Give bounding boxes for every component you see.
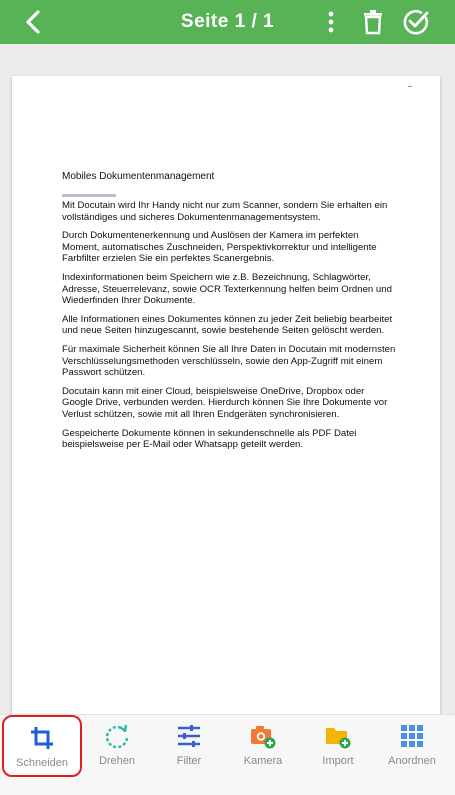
page-title: Seite 1 / 1 bbox=[180, 11, 275, 32]
crop-icon bbox=[29, 725, 55, 751]
camera-button[interactable] bbox=[226, 715, 300, 777]
paragraph: Gespeicherte Dokumente können in sekundenschnelle als PDF Datei beispielsweise per E-Mail oder Whatsapp geteilt werden. bbox=[62, 427, 357, 451]
import-label: Import bbox=[322, 755, 354, 767]
paragraph: Für maximale Sicherheit können Sie all Ihre Daten in Docutain mit modernsten Verschlüsselungsmethoden verschlüsseln, sowie den App-Zugriff mit einem Passwort schützen. bbox=[62, 343, 396, 379]
delete-icon[interactable] bbox=[362, 9, 384, 35]
crop-label: Schneiden bbox=[16, 757, 68, 769]
paragraph: Docutain kann mit einer Cloud, beispielsweise OneDrive, Dropbox oder Google Drive, verbunden werden. Hierdurch können Sie Ihre Dokumente vor Verlust schützen, sowie mit all Ihren Endgeräten synchronisieren. bbox=[62, 385, 388, 420]
camera-label: Kamera bbox=[243, 755, 283, 767]
confirm-check-icon[interactable] bbox=[402, 8, 430, 36]
grid-icon bbox=[399, 723, 425, 749]
camera-add-icon bbox=[250, 723, 276, 749]
crop-button[interactable] bbox=[2, 715, 82, 777]
document-heading: Mobiles Dokumentenmanagement bbox=[62, 171, 215, 182]
filter-button[interactable] bbox=[152, 715, 226, 777]
document-preview-area bbox=[0, 44, 455, 714]
paragraph: Mit Docutain wird Ihr Handy nicht nur zum Scanner, sondern Sie erhalten ein vollständiges und sicheres Dokumentenmanagementsystem. bbox=[62, 200, 388, 223]
more-vertical-icon[interactable] bbox=[322, 9, 340, 35]
highlight-mark bbox=[62, 194, 116, 197]
paragraph: Alle Informationen eines Dokumentes können zu jeder Zeit beliebig bearbeitet und neue Seiten hinzugescannt, sowie bestehende Seiten gelöscht werden. bbox=[62, 313, 393, 337]
rotate-icon bbox=[104, 723, 130, 749]
top-app-bar bbox=[0, 0, 455, 44]
rotate-button[interactable] bbox=[80, 715, 154, 777]
filter-label: Filter bbox=[176, 755, 202, 767]
document-body bbox=[62, 200, 397, 458]
document-page[interactable] bbox=[12, 76, 440, 724]
arrange-button[interactable] bbox=[375, 715, 449, 777]
scan-artifact bbox=[408, 86, 412, 87]
import-button[interactable] bbox=[301, 715, 375, 777]
rotate-label: Drehen bbox=[98, 755, 136, 767]
folder-add-icon bbox=[325, 723, 351, 749]
paragraph: Durch Dokumentenerkennung und Auslösen der Kamera im perfekten Moment, automatisches Zuschneiden, Perspektivkorrektur und intelligente Farbfilter erzielen Sie ein perfektes Scanergebnis. bbox=[62, 230, 377, 265]
filter-sliders-icon bbox=[176, 723, 202, 749]
bottom-toolbar bbox=[0, 714, 455, 795]
arrange-label: Anordnen bbox=[388, 755, 436, 767]
paragraph: Indexinformationen beim Speichern wie z.B. Bezeichnung, Schlagwörter, Adresse, Steuerrelevanz, sowie OCR Texterkennung helfen beim Ordnen und Wiederfinden Ihrer Dokumente. bbox=[62, 271, 392, 307]
